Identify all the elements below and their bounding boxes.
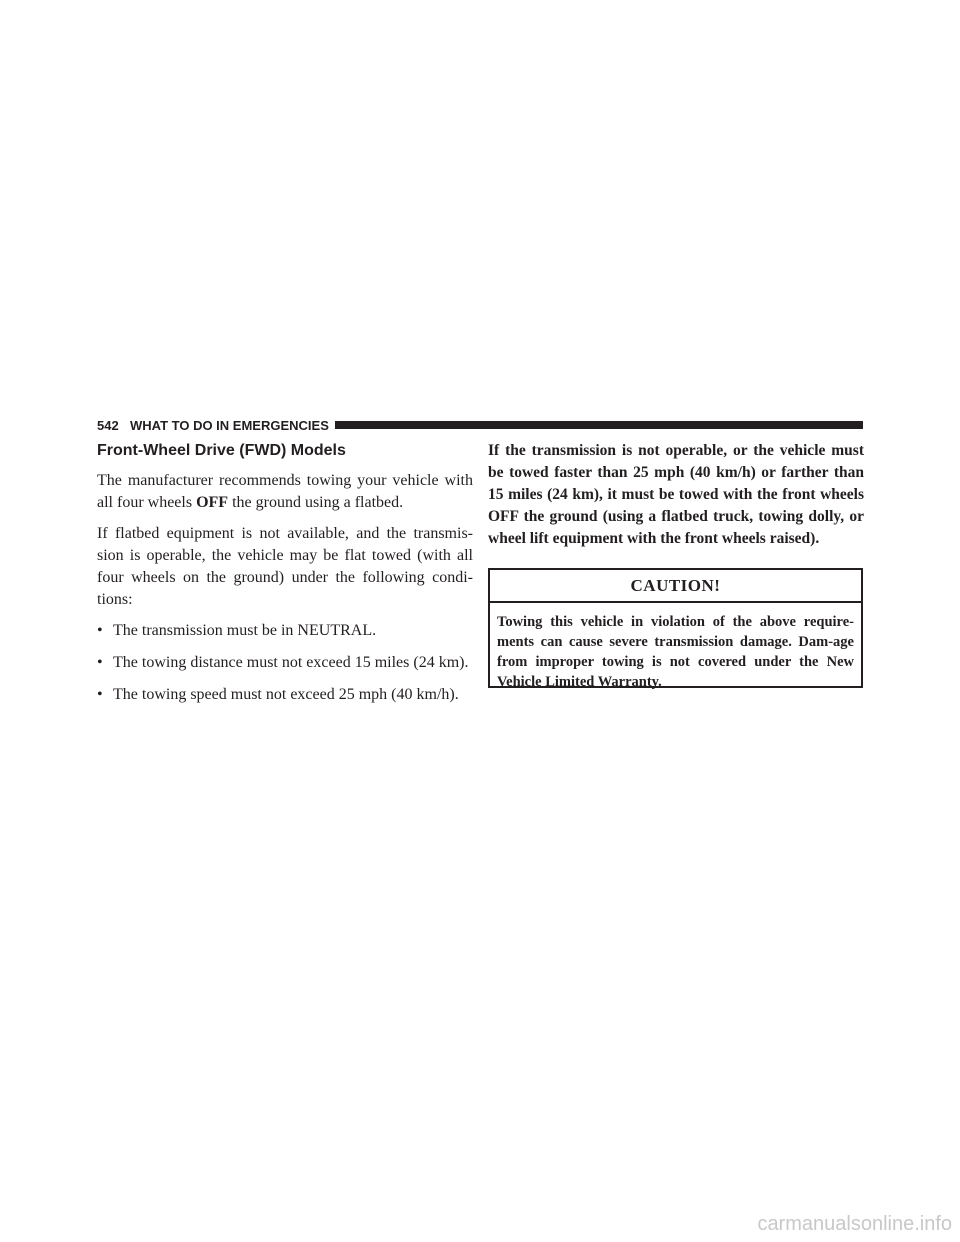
list-item xyxy=(97,620,473,642)
list-item-text: The transmission must be in NEUTRAL. xyxy=(113,622,377,639)
bullet-icon: • xyxy=(97,622,103,639)
paragraph-text: the ground using a flatbed. xyxy=(228,494,404,511)
caution-text: Towing this vehicle in violation of the above require-ments can cause severe transmission damage. Dam-age from improper towing is not covered under the New Vehicle Limited Warranty. xyxy=(497,614,854,690)
flat-tow-conditions-paragraph: If flatbed equipment is not available, and the transmis-sion is operable, the vehicle may be flat towed (with all four wheels on the ground) under the following condi-tions: xyxy=(97,525,473,608)
caution-box xyxy=(488,568,863,688)
emphasis-off: OFF xyxy=(196,494,229,511)
watermark: carmanualsonline.info xyxy=(757,1213,952,1235)
page-number: 542 xyxy=(97,418,119,433)
flatbed-recommendation-paragraph xyxy=(97,470,473,514)
caution-title: CAUTION! xyxy=(490,570,861,603)
header-rule xyxy=(335,421,863,429)
section-title: WHAT TO DO IN EMERGENCIES xyxy=(130,418,329,433)
bullet-icon: • xyxy=(97,686,103,703)
section-heading: Front-Wheel Drive (FWD) Models xyxy=(97,442,346,459)
list-item xyxy=(97,652,473,674)
list-item-text: The towing speed must not exceed 25 mph (40 km/h). xyxy=(113,686,459,703)
inoperable-transmission-paragraph: If the transmission is not operable, or the vehicle must be towed faster than 25 mph (40 km/h) or farther than 15 miles (24 km), it must be towed with the front wheels OFF the ground (using a flatbed truck, towing dolly, or wheel lift equipment with the front wheels raised). xyxy=(488,442,864,547)
paragraph-text: The manufacturer recommends towing your vehicle with all four wheels xyxy=(97,472,473,511)
list-item xyxy=(97,684,473,706)
left-column xyxy=(97,440,473,716)
bullet-icon: • xyxy=(97,654,103,671)
page-header xyxy=(97,418,863,434)
list-item-text: The towing distance must not exceed 15 miles (24 km). xyxy=(113,654,469,671)
conditions-list xyxy=(97,620,473,706)
right-column xyxy=(488,440,864,550)
